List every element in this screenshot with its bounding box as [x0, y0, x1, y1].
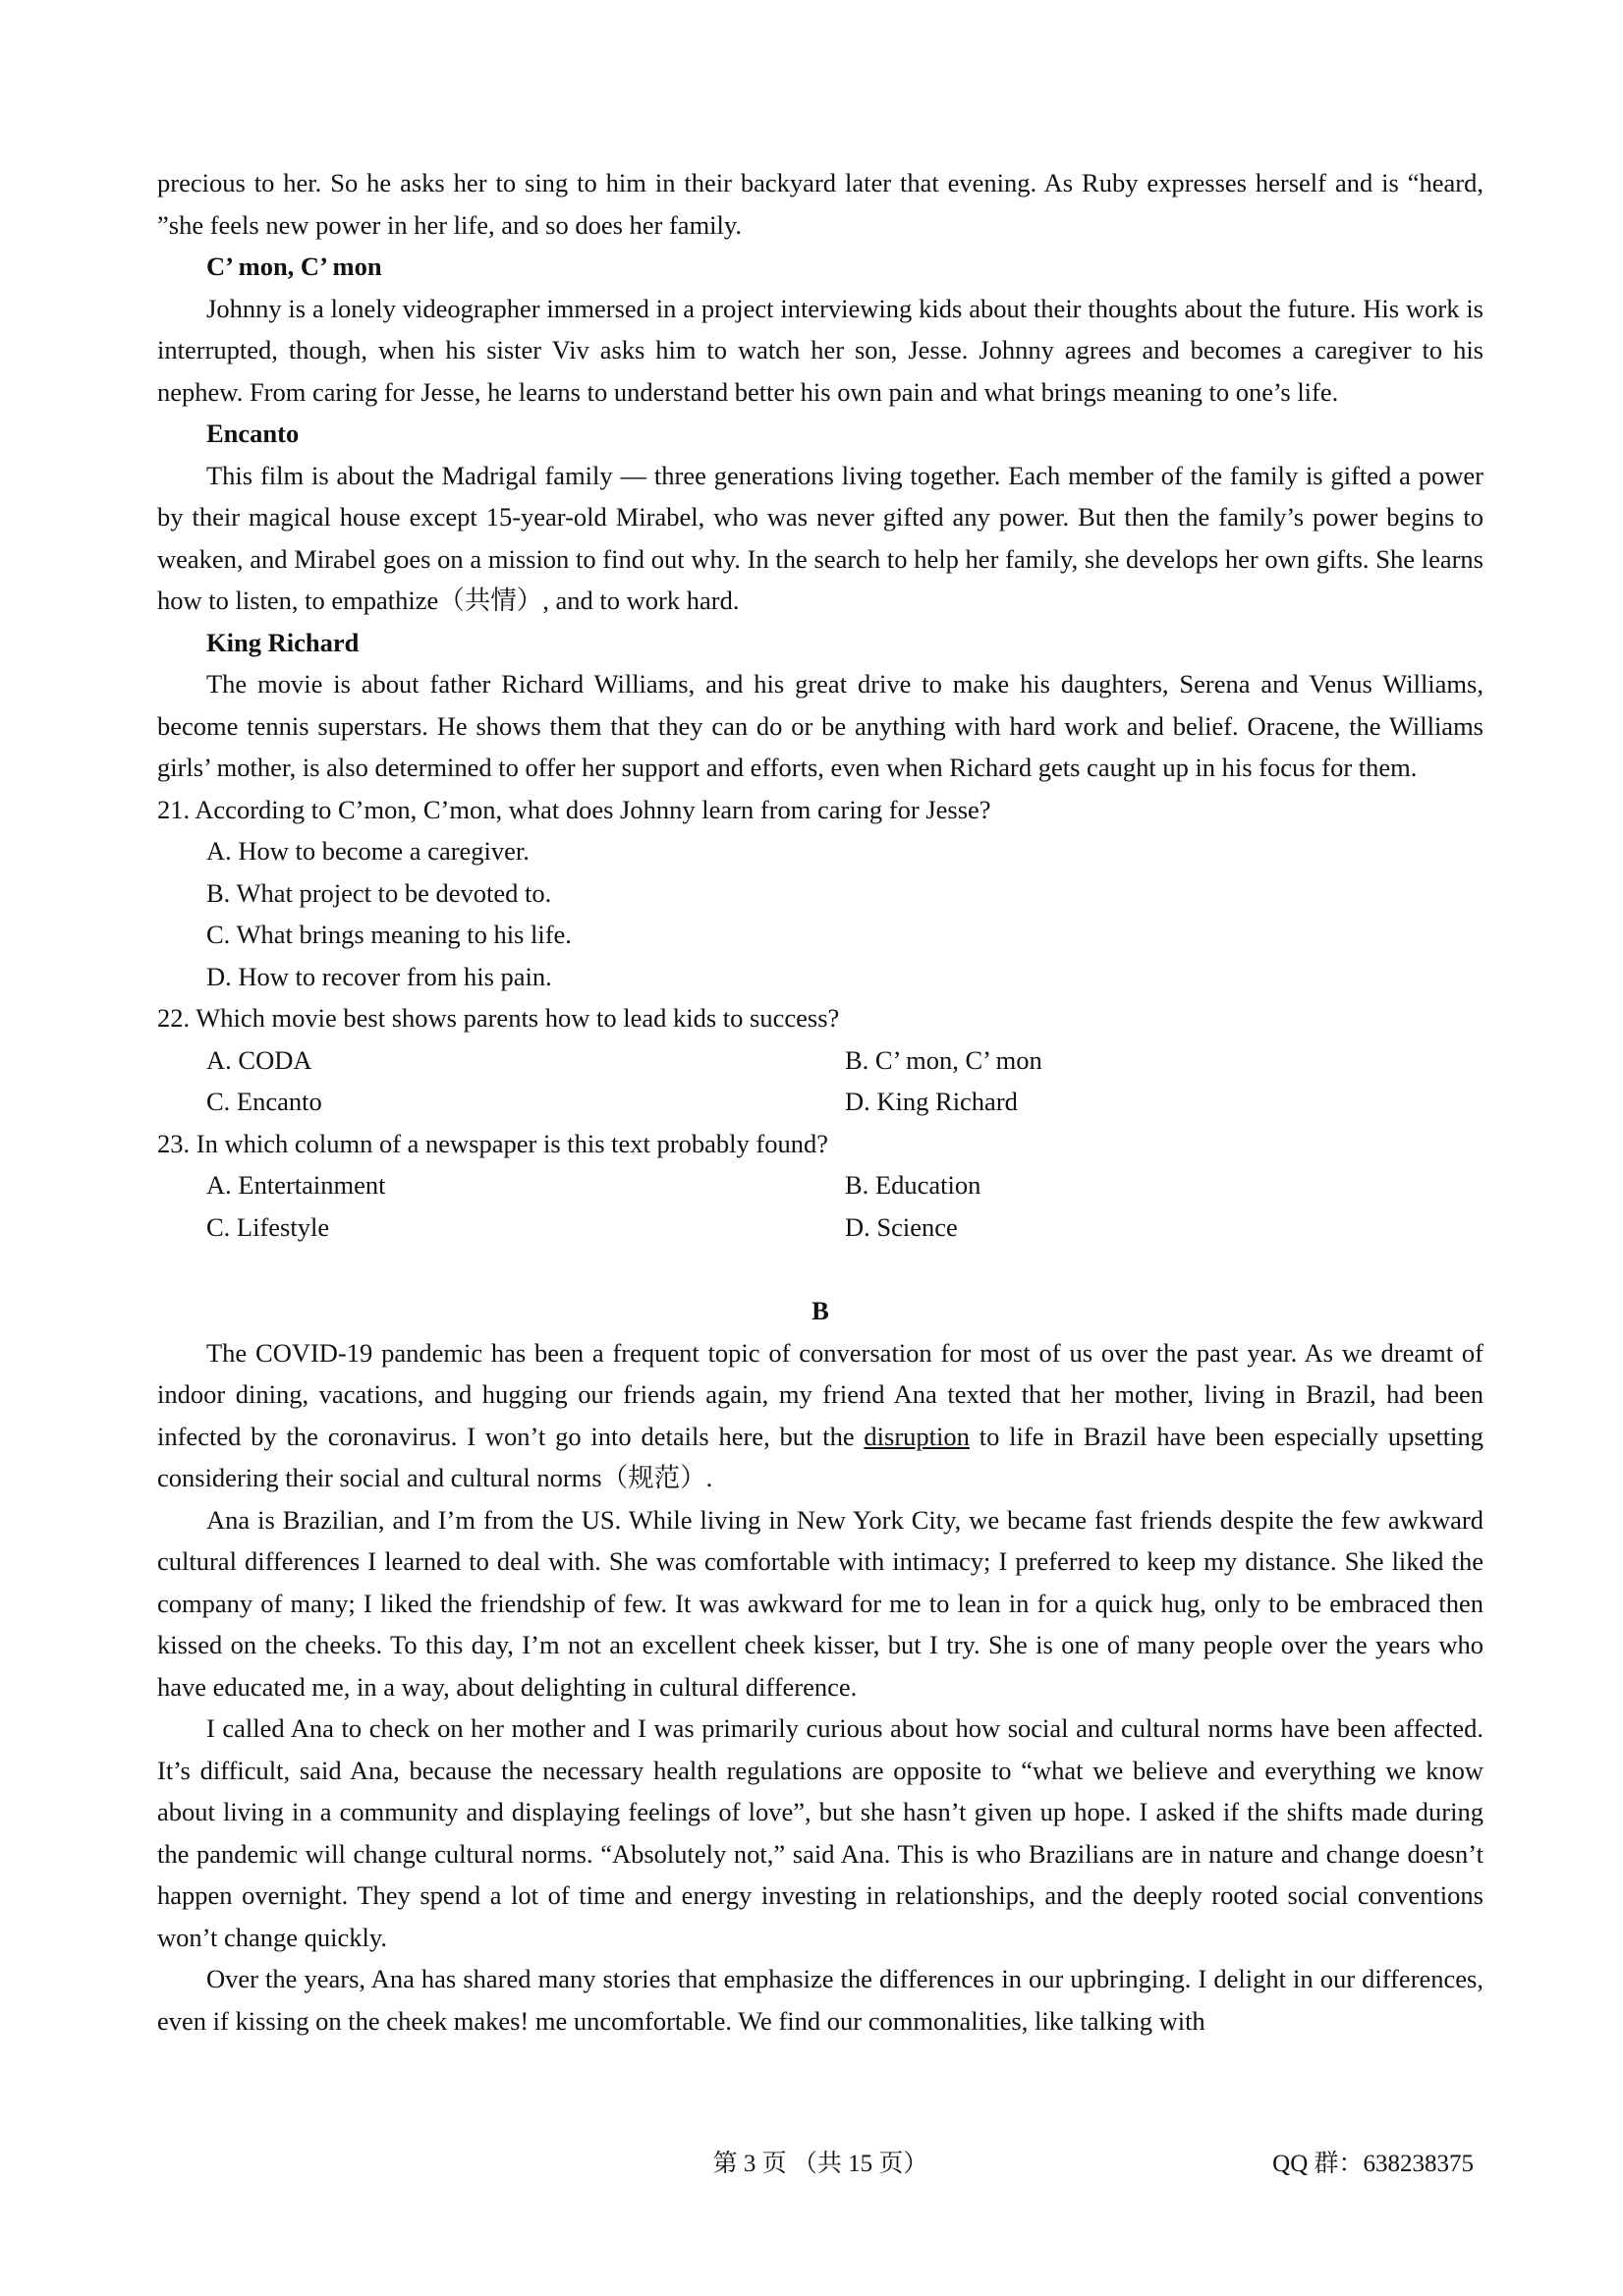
question-22-option-b: B. C’ mon, C’ mon	[845, 1044, 1042, 1075]
passage-b-label: B	[812, 1296, 829, 1325]
question-23-option-c: C. Lifestyle	[206, 1211, 330, 1242]
passage-b-paragraph-3: I called Ana to check on her mother and I was primarily curious about how social and cultural norms have been affected. It’s difficult, said Ana, because the necessary health regulations are opposite to “what we believe and everything we know about living in a community and displaying feelings of love”, but she hasn’t given up hope. I asked if the shifts made during the pandemic will change cultural norms. “Absolutely not,” said Ana. This is who Brazilians are in nature and change doesn’t happen overnight. They spend a lot of time and energy investing in relationships, and the deeply rooted social conventions won’t change quickly.	[157, 1713, 1483, 1952]
question-22-option-d: D. King Richard	[845, 1087, 1018, 1116]
question-22-stem: 22. Which movie best shows parents how to lead kids to success?	[157, 1003, 840, 1033]
qq-group: QQ 群：638238375	[1272, 2151, 1474, 2177]
question-23-option-b: B. Education	[845, 1170, 981, 1200]
question-23-option-d: D. Science	[845, 1211, 958, 1242]
page-number: 第 3 页 （共 15 页）	[712, 2151, 928, 2177]
question-22-option-c: C. Encanto	[206, 1087, 322, 1116]
question-21-option-c: C. What brings meaning to his life.	[206, 920, 572, 949]
question-22-options-row-1	[157, 1039, 1483, 1082]
movie-text-cmon: Johnny is a lonely videographer immersed in a project interviewing kids about their thoughts about the future. His work is interrupted, though, when his sister Viv asks him to watch her son, Jesse. Johnny agrees and becomes a caregiver to his nephew. From caring for Jesse, he learns to understand better his own pain and what brings meaning to one’s life.	[157, 293, 1483, 407]
movie-text-king-richard: The movie is about father Richard Williams, and his great drive to make his daughters, Serena and Venus Williams, become tennis superstars. He shows them that they can do or be anything with hard work and belief. Oracene, the Williams girls’ mother, is also determined to offer her support and efforts, even when Richard gets caught up in his focus for them.	[157, 669, 1483, 782]
passage-b-p1-after: to life in Brazil have been especially upsetting considering their social and cultural norms（规范）.	[157, 1421, 1483, 1492]
movie-text-encanto: This film is about the Madrigal family — three generations living together. Each member of the family is gifted a power by their magical house except 15-year-old Mirabel, who was never gifted any power. But then the family’s power begins to weaken, and Mirabel goes on a mission to find out why. In the search to help her family, she develops her own gifts. She learns how to listen, to empathize（共情）, and to work hard.	[157, 460, 1483, 615]
question-22-option-a: A. CODA	[206, 1044, 312, 1075]
page-footer	[157, 2144, 1483, 2183]
question-23-stem: 23. In which column of a newspaper is this text probably found?	[157, 1128, 828, 1158]
movie-title-cmon: C’ mon, C’ mon	[206, 252, 382, 281]
exam-page	[157, 162, 1483, 2042]
question-23-option-a: A. Entertainment	[206, 1170, 386, 1200]
movie-title-king-richard: King Richard	[206, 627, 360, 657]
question-23-options-row-1	[157, 1164, 1483, 1206]
question-21-stem: 21. According to C’mon, C’mon, what does Johnny learn from caring for Jesse?	[157, 794, 991, 824]
passage-b-paragraph-1	[157, 1332, 1483, 1499]
underlined-word-disruption: disruption	[864, 1421, 970, 1451]
passage-b-paragraph-4: Over the years, Ana has shared many stories that emphasize the differences in our upbringing. I delight in our differences, even if kissing on the cheek makes! me uncomfortable. We find our commonalities, like talking with	[157, 1964, 1483, 2036]
question-21-option-b: B. What project to be devoted to.	[206, 877, 552, 908]
question-23-options-row-2	[157, 1206, 1483, 1249]
movie-title-encanto: Encanto	[206, 419, 300, 448]
question-21-option-a: A. How to become a caregiver.	[206, 836, 530, 866]
passage-b-p1-before: The COVID-19 pandemic has been a frequent topic of conversation for most of us over the past year. As we dreamt of indoor dining, vacations, and hugging our friends again, my friend Ana texted that her mother, living in Brazil, had been infected by the coronavirus. I won’t go into details here, but the	[157, 1337, 1483, 1451]
passage-b-paragraph-2: Ana is Brazilian, and I’m from the US. While living in New York City, we became fast friends despite the few awkward cultural differences I learned to deal with. She was comfortable with intimacy; I preferred to keep my distance. She liked the company of many; I liked the friendship of few. It was awkward for me to lean in for a quick hug, only to be embraced then kissed on the cheeks. To this day, I’m not an excellent cheek kisser, but I try. She is one of many people over the years who have educated me, in a way, about delighting in cultural difference.	[157, 1504, 1483, 1702]
passage-a-intro: precious to her. So he asks her to sing to him in their backyard later that evening. As Ruby expresses herself and is “heard, ”she feels new power in her life, and so does her family.	[157, 168, 1483, 240]
question-21-option-d: D. How to recover from his pain.	[206, 961, 552, 991]
question-22-options-row-2	[157, 1081, 1483, 1123]
